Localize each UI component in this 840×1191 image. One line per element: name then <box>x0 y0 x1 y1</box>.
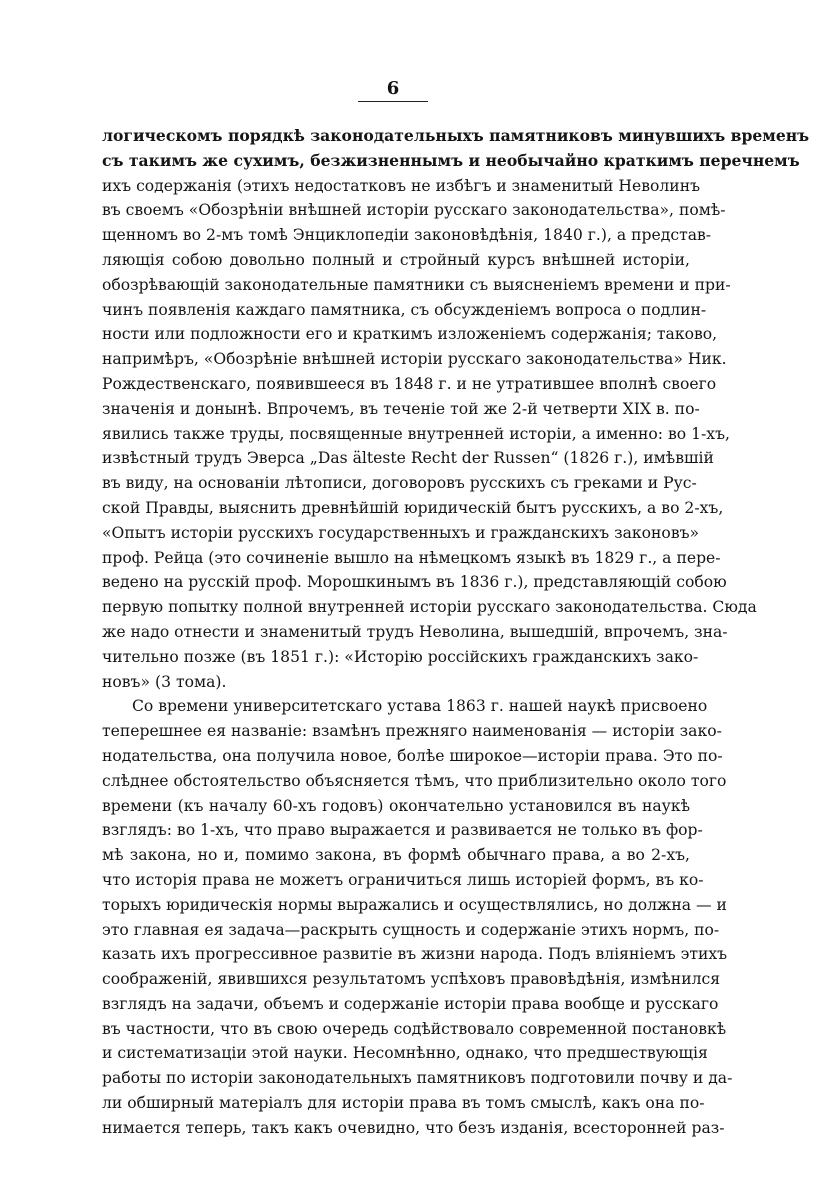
text-line: съ такимъ же сухимъ, безжизненнымъ и необычайно краткимъ перечнемъ <box>102 150 800 170</box>
text-line: въ частности, что въ свою очередь содѣйствовало современной постановкѣ <box>102 1019 727 1038</box>
text-line: ведено на русскій проф. Морошкинымъ въ 1836 г.), представляющій собою <box>102 573 727 592</box>
text-line: ляющія собою довольно полный и стройный курсъ внѣшней исторіи, <box>102 250 690 269</box>
text-line: Со времени университетскаго устава 1863 г. нашей наукѣ присвоено <box>132 697 708 716</box>
text-line: ской Правды, выяснить древнѣйшій юридическій бытъ русскихъ, а во 2-хъ, <box>102 498 724 517</box>
text-line: что исторія права не можетъ ограничиться лишь исторіей формъ, въ ко- <box>102 870 704 889</box>
text-line: мѣ закона, но и, помимо закона, въ формѣ обычнаго права, а во 2-хъ, <box>102 846 690 865</box>
text-line: соображеній, явившихся результатомъ успѣховъ правовѣдѣнія, измѣнился <box>102 970 721 989</box>
page-number-rule <box>358 101 428 102</box>
text-line: въ виду, на основаніи лѣтописи, договоровъ русскихъ съ греками и Рус- <box>102 474 697 493</box>
text-line: явились также труды, посвященные внутренней исторіи, а именно: во 1-хъ, <box>102 424 730 443</box>
text-line: Рождественскаго, появившееся въ 1848 г. и не утратившее вполнѣ своего <box>102 374 717 393</box>
text-line: напримѣръ, «Обозрѣніе внѣшней исторіи русскаго законодательства» Ник. <box>102 350 727 369</box>
text-line: времени (къ началу 60-хъ годовъ) окончательно установился въ наукѣ <box>102 796 690 815</box>
text-line: же надо отнести и знаменитый трудъ Неволина, вышедшій, впрочемъ, зна- <box>102 622 728 641</box>
text-line: ности или подложности его и краткимъ изложеніемъ содержанія; таково, <box>102 325 718 344</box>
text-line: нодательства, она получила новое, болѣе широкое—исторіи права. Это по- <box>102 746 723 765</box>
paragraph-2 <box>102 694 733 1140</box>
text-line: ли обширный матеріалъ для исторіи права въ томъ смыслѣ, какъ она по- <box>102 1094 705 1113</box>
text-line: это главная ея задача—раскрыть сущность и содержаніе этихъ нормъ, по- <box>102 920 720 939</box>
body-text <box>102 124 810 1141</box>
text-line: значенія и донынѣ. Впрочемъ, въ теченіе той же 2-й четверти XIX в. по- <box>102 399 700 418</box>
text-line: взглядъ на задачи, объемъ и содержаніе исторіи права вообще и русскаго <box>102 994 719 1013</box>
text-line: логическомъ порядкѣ законодательныхъ памятниковъ минувшихъ временъ <box>102 126 810 145</box>
text-line: взглядъ: во 1-хъ, что право выражается и развивается не только въ фор- <box>102 821 703 840</box>
text-line: первую попытку полной внутренней исторіи русскаго законодательства. Сюда <box>102 598 757 617</box>
text-line: щенномъ во 2-мъ томѣ Энциклопедіи законовѣдѣнія, 1840 г.), а представ- <box>102 226 712 245</box>
text-line: слѣднее обстоятельство объясняется тѣмъ, что приблизительно около того <box>102 771 727 790</box>
text-line: казать ихъ прогрессивное развитіе въ жизни народа. Подъ вліяніемъ этихъ <box>102 945 728 964</box>
text-line: теперешнее ея названіе: взамѣнъ прежняго наименованія — исторіи зако- <box>102 722 722 741</box>
text-line: чинъ появленія каждаго памятника, съ обсужденіемъ вопроса о подлин- <box>102 300 707 319</box>
text-line: чительно позже (въ 1851 г.): «Исторію россійскихъ гражданскихъ зако- <box>102 647 699 666</box>
text-line: «Опытъ исторіи русскихъ государственныхъ и гражданскихъ законовъ» <box>102 523 700 542</box>
text-line: новъ» (3 тома). <box>102 672 227 691</box>
text-line: обозрѣвающій законодательные памятники съ выясненіемъ времени и при- <box>102 275 731 294</box>
text-line: въ своемъ «Обозрѣніи внѣшней исторіи русскаго законодательства», помѣ- <box>102 201 726 220</box>
paragraph-1 <box>102 124 810 694</box>
text-line: ихъ содержанія (этихъ недостатковъ не избѣгъ и знаменитый Неволинъ <box>102 176 701 195</box>
text-line: проф. Рейца (это сочиненіе вышло на нѣмецкомъ языкѣ въ 1829 г., а пере- <box>102 548 721 567</box>
text-line: работы по исторіи законодательныхъ памятниковъ подготовили почву и да- <box>102 1069 733 1088</box>
text-line: нимается теперь, такъ какъ очевидно, что безъ изданія, всесторонней раз- <box>102 1118 725 1137</box>
text-line: извѣстный трудъ Эверса „Das älteste Recht der Russen“ (1826 г.), имѣвшій <box>102 449 714 468</box>
text-line: торыхъ юридическія нормы выражались и осуществлялись, но должна — и <box>102 895 727 914</box>
text-line: и систематизаціи этой науки. Несомнѣнно, однако, что предшествующія <box>102 1044 708 1063</box>
page-number: 6 <box>386 78 400 99</box>
